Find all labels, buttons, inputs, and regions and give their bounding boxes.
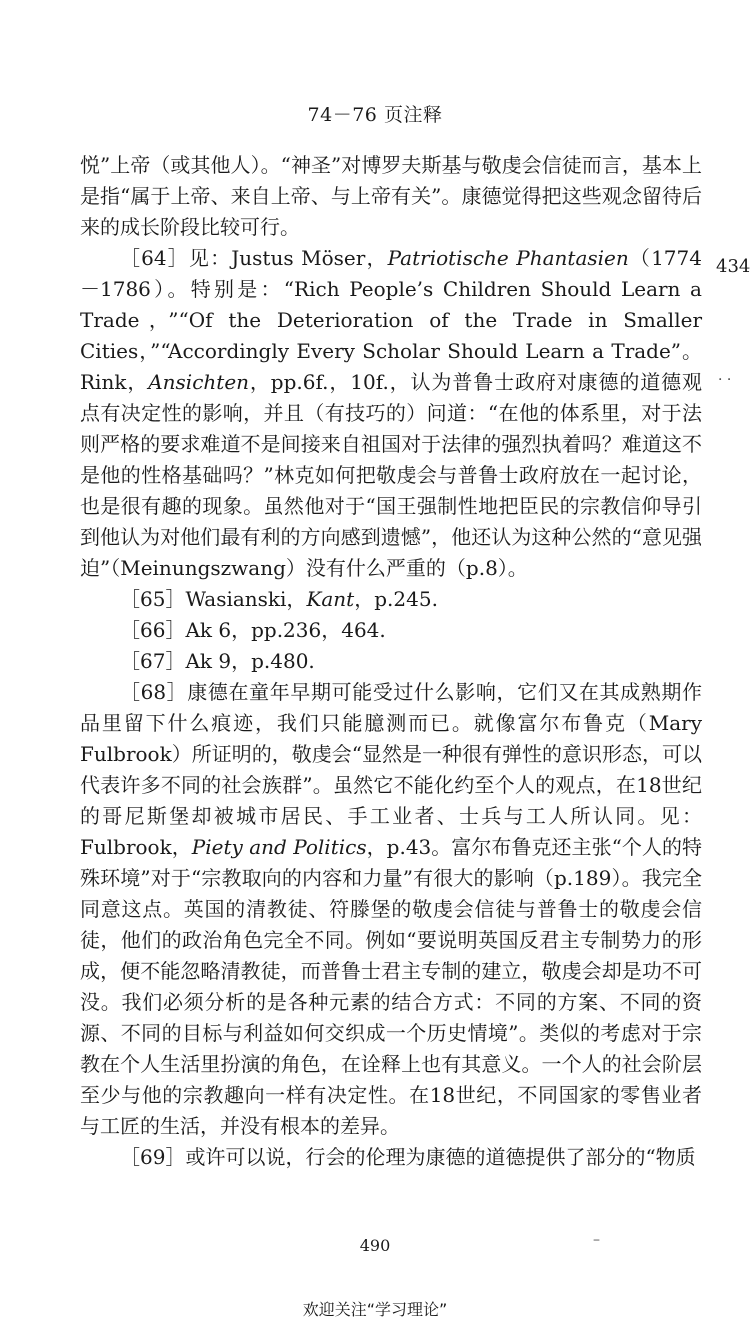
note-text: （1774－1786）。特别是：“Rich People’s Children Should Learn a Trade，”“Of the Deterioration of the Trade in Smaller Cities，”“Accordingly Every Scholar Should Learn a Trade”。Rink， bbox=[80, 246, 702, 394]
note-text: ，p.245. bbox=[354, 587, 438, 611]
italic-title: Piety and Politics bbox=[191, 835, 367, 859]
running-header: 74－76 页注释 bbox=[307, 104, 443, 126]
note-66 bbox=[80, 615, 702, 646]
continued-note-text: 悦”上帝（或其他人）。“神圣”对博罗夫斯基与敬虔会信徒而言，基本上是指“属于上帝、来自上帝、与上帝有关”。康德觉得把这些观念留待后来的成长阶段比较可行。 bbox=[80, 153, 702, 239]
note-65 bbox=[80, 584, 702, 615]
italic-title: Ansichten bbox=[148, 370, 250, 394]
margin-page-reference: 434 bbox=[716, 256, 750, 277]
italic-title: Patriotische Phantasien bbox=[387, 246, 629, 270]
page-number: 490 bbox=[359, 1236, 391, 1255]
note-text: ［64］见：Justus Möser， bbox=[120, 246, 388, 270]
footer-watermark: 欢迎关注“学习理论” bbox=[302, 1300, 448, 1319]
stray-mark: – bbox=[593, 1232, 600, 1248]
note-text: ，pp.6f.，10f.，认为普鲁士政府对康德的道德观点有决定性的影响，并且（有技巧的）问道：“在他的体系里，对于法则严格的要求难道不是间接来自祖国对于法律的强烈执着吗？难道这不是他的性格基础吗？”林克如何把敬虔会与普鲁士政府放在一起讨论，也是很有趣的现象。虽然他对于“国王强制性地把臣民的宗教信仰导引到他认为对他们最有利的方向感到遗憾”，他还认为这种公然的“意见强迫”（Meinungszwang）没有什么严重的（p.8）。 bbox=[80, 370, 702, 580]
italic-title: Kant bbox=[306, 587, 355, 611]
note-64 bbox=[80, 243, 702, 584]
note-68 bbox=[80, 677, 702, 1142]
note-67 bbox=[80, 646, 702, 677]
note-text: ［67］Ak 9，p.480. bbox=[120, 649, 315, 673]
margin-mark: · · bbox=[718, 372, 732, 388]
note-text: ［66］Ak 6，pp.236，464. bbox=[120, 618, 386, 642]
note-text: ［68］康德在童年早期可能受过什么影响，它们又在其成熟期作品里留下什么痕迹，我们只能臆测而已。就像富尔布鲁克（Mary Fulbrook）所证明的，敬虔会“显然是一种很有弹性的意识形态，可以代表许多不同的社会族群”。虽然它不能化约至个人的观点，在18世纪的哥尼斯堡却被城市居民、手工业者、士兵与工人所认同。见：Fulbrook， bbox=[80, 680, 702, 859]
note-text: ［65］Wasianski， bbox=[120, 587, 307, 611]
note-69 bbox=[80, 1142, 702, 1173]
note-text: ，p.43。富尔布鲁克还主张“个人的特殊环境”对于“宗教取向的内容和力量”有很大的影响（p.189）。我完全同意这点。英国的清教徒、符滕堡的敬虔会信徒与普鲁士的敬虔会信徒，他们的政治角色完全不同。例如“要说明英国反君主专制势力的形成，便不能忽略清教徒，而普鲁士君主专制的建立，敬虔会却是功不可没。我们必须分析的是各种元素的结合方式：不同的方案、不同的资源、不同的目标与利益如何交织成一个历史情境”。类似的考虑对于宗教在个人生活里扮演的角色，在诠释上也有其意义。一个人的社会阶层至少与他的宗教趣向一样有决定性。在18世纪，不同国家的零售业者与工匠的生活，并没有根本的差异。 bbox=[80, 835, 702, 1138]
note-text: ［69］或许可以说，行会的伦理为康德的道德提供了部分的“物质 bbox=[120, 1145, 696, 1169]
notes-body bbox=[80, 150, 702, 1173]
